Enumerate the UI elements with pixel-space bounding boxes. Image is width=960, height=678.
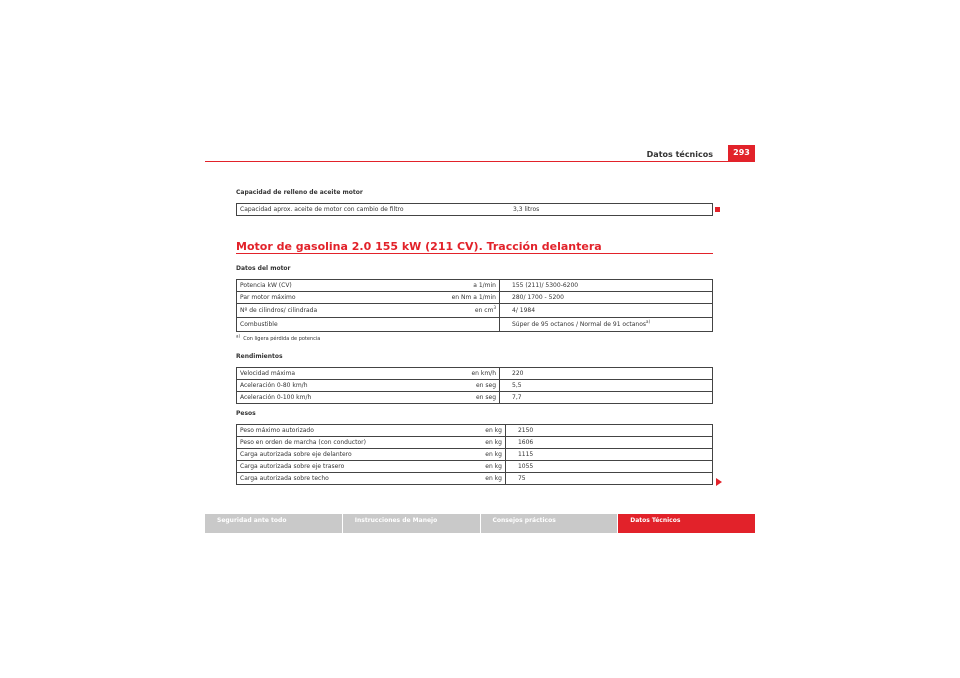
performance-table (236, 367, 713, 404)
weights-heading: Pesos (236, 410, 256, 417)
table-row (237, 304, 713, 318)
value-text: Súper de 95 octanos / Normal de 91 octanos (512, 321, 647, 328)
row-unit: en kg (369, 437, 506, 449)
section-title: Motor de gasolina 2.0 155 kW (211 CV). Tracción delantera (236, 240, 602, 253)
row-unit (363, 318, 500, 332)
footer-tab-instrucciones[interactable]: Instrucciones de Manejo (343, 514, 480, 533)
footnote-reference: a) (646, 319, 651, 324)
row-value: 1606 (505, 437, 712, 449)
row-value: 75 (505, 473, 712, 485)
row-label: Carga autorizada sobre techo (237, 473, 369, 485)
row-value: 7,7 (500, 392, 713, 404)
table-row (237, 368, 713, 380)
row-label: Carga autorizada sobre eje delantero (237, 449, 369, 461)
row-unit: en Nm a 1/min (363, 292, 500, 304)
row-label: Capacidad aprox. aceite de motor con cambio de filtro (237, 204, 494, 216)
row-unit: en kg (369, 473, 506, 485)
footer-nav (205, 514, 755, 533)
row-unit: en kg (369, 425, 506, 437)
table-row (237, 280, 713, 292)
oil-capacity-table (236, 203, 713, 216)
row-label: Carga autorizada sobre eje trasero (237, 461, 369, 473)
row-value (500, 318, 713, 332)
row-unit: en kg (369, 449, 506, 461)
table-row (237, 204, 713, 216)
row-label: Velocidad máxima (237, 368, 364, 380)
table-row (237, 292, 713, 304)
row-label: Potencia kW (CV) (237, 280, 364, 292)
table-row (237, 380, 713, 392)
row-unit (363, 304, 500, 318)
footer-tab-consejos[interactable]: Consejos prácticos (481, 514, 618, 533)
row-label: Par motor máximo (237, 292, 364, 304)
footnote-text: Con ligera pérdida de potencia (243, 336, 321, 342)
row-label: Aceleración 0-80 km/h (237, 380, 364, 392)
row-label: Peso en orden de marcha (con conductor) (237, 437, 369, 449)
row-unit: en kg (369, 461, 506, 473)
unit-superscript: 3 (493, 305, 496, 310)
row-label: Peso máximo autorizado (237, 425, 369, 437)
row-unit: a 1/min (363, 280, 500, 292)
footer-tab-datos-tecnicos[interactable]: Datos Técnicos (618, 514, 755, 533)
row-label: Combustible (237, 318, 364, 332)
row-value: 1115 (505, 449, 712, 461)
table-row (237, 318, 713, 332)
row-unit: en seg (363, 392, 500, 404)
row-label: Nº de cilindros/ cilindrada (237, 304, 364, 318)
row-value: 220 (500, 368, 713, 380)
table-row (237, 437, 713, 449)
section-rule (236, 253, 713, 254)
footer-tab-seguridad[interactable]: Seguridad ante todo (205, 514, 342, 533)
row-value: 4/ 1984 (500, 304, 713, 318)
end-of-section-marker-icon (715, 207, 720, 212)
row-unit: en km/h (363, 368, 500, 380)
continue-arrow-icon[interactable] (716, 478, 722, 486)
page-number: 293 (728, 145, 755, 161)
row-value: 155 (211)/ 5300-6200 (500, 280, 713, 292)
footnote-marker: a) (236, 333, 241, 339)
row-value: 3,3 litros (493, 204, 713, 216)
motor-data-table (236, 279, 713, 332)
header-rule (205, 161, 755, 162)
table-row (237, 392, 713, 404)
row-value: 2150 (505, 425, 712, 437)
performance-heading: Rendimientos (236, 353, 283, 360)
unit-text: en cm (474, 307, 494, 314)
row-label: Aceleración 0-100 km/h (237, 392, 364, 404)
motor-data-heading: Datos del motor (236, 265, 291, 272)
weights-table (236, 424, 713, 485)
table-row (237, 473, 713, 485)
row-value: 5,5 (500, 380, 713, 392)
row-value: 1055 (505, 461, 712, 473)
row-unit: en seg (363, 380, 500, 392)
table-row (237, 449, 713, 461)
table-row (237, 425, 713, 437)
table-row (237, 461, 713, 473)
running-header-title: Datos técnicos (646, 150, 713, 159)
row-value: 280/ 1700 - 5200 (500, 292, 713, 304)
oil-capacity-heading: Capacidad de relleno de aceite motor (236, 189, 363, 196)
footnote (236, 333, 321, 342)
